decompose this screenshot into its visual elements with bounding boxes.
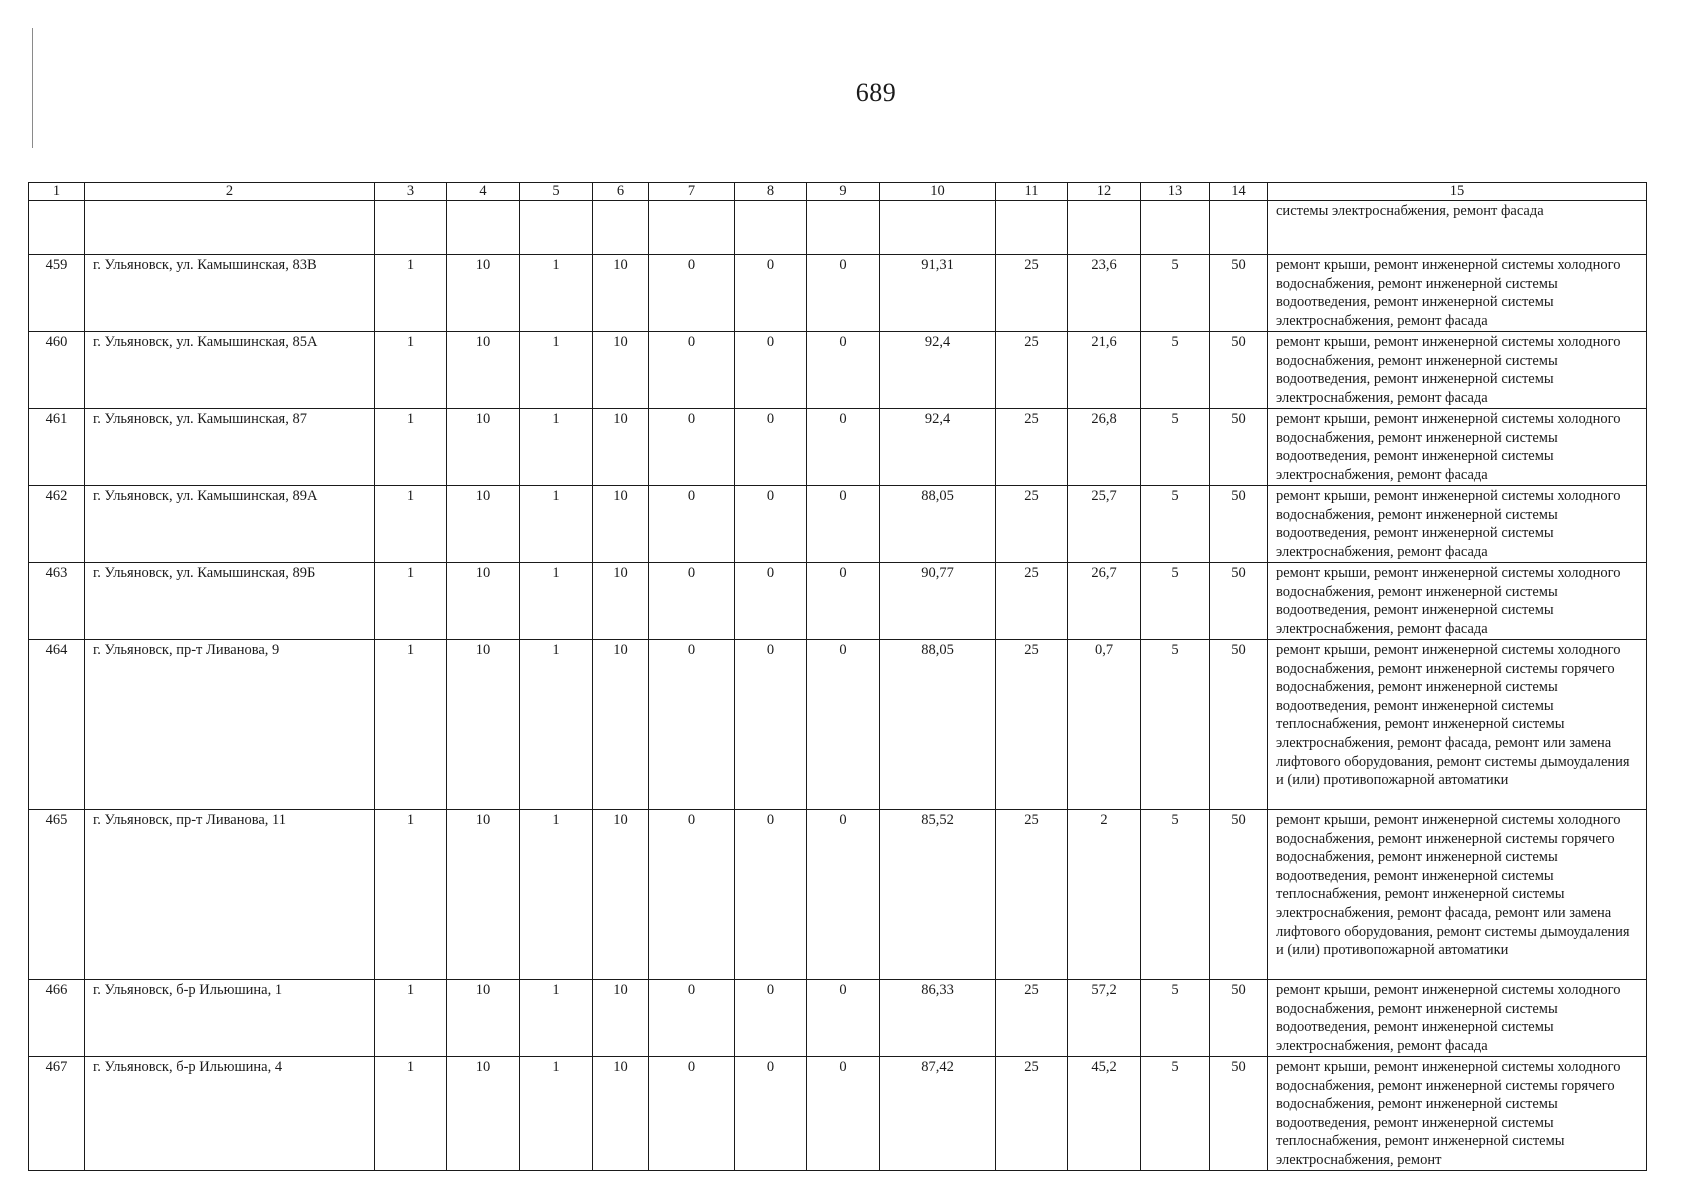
cell-6: 10 [593, 409, 649, 486]
cell-9: 0 [807, 255, 880, 332]
cell-6: 10 [593, 1057, 649, 1171]
cell-8: 0 [735, 332, 807, 409]
header-cell: 11 [996, 183, 1068, 201]
header-row [29, 183, 1647, 201]
table-row [29, 255, 1647, 332]
table-row [29, 810, 1647, 980]
cell-14: 50 [1210, 409, 1268, 486]
cell-14: 50 [1210, 255, 1268, 332]
cell-14: 50 [1210, 563, 1268, 640]
address-cell: г. Ульяновск, ул. Камышинская, 83В [85, 255, 375, 332]
header-cell: 10 [880, 183, 996, 201]
cell-12: 0,7 [1068, 640, 1141, 810]
row-number-cell: 459 [29, 255, 85, 332]
row-number-cell: 460 [29, 332, 85, 409]
cell-3: 1 [375, 563, 447, 640]
works-cell: ремонт крыши, ремонт инженерной системы холодного водоснабжения, ремонт инженерной системы водоотведения, ремонт инженерной системы электроснабжения, ремонт фасада [1268, 409, 1647, 486]
address-cell: г. Ульяновск, ул. Камышинская, 85А [85, 332, 375, 409]
cell-7: 0 [649, 1057, 735, 1171]
cell-14: 50 [1210, 486, 1268, 563]
cell-9: 0 [807, 1057, 880, 1171]
works-cell: ремонт крыши, ремонт инженерной системы холодного водоснабжения, ремонт инженерной системы водоотведения, ремонт инженерной системы электроснабжения, ремонт фасада [1268, 486, 1647, 563]
cell-10: 92,4 [880, 409, 996, 486]
works-cell: ремонт крыши, ремонт инженерной системы холодного водоснабжения, ремонт инженерной системы водоотведения, ремонт инженерной системы электроснабжения, ремонт фасада [1268, 332, 1647, 409]
cell-11: 25 [996, 563, 1068, 640]
cell-12: 26,8 [1068, 409, 1141, 486]
works-cell: ремонт крыши, ремонт инженерной системы холодного водоснабжения, ремонт инженерной системы водоотведения, ремонт инженерной системы электроснабжения, ремонт фасада [1268, 255, 1647, 332]
cell-12: 23,6 [1068, 255, 1141, 332]
cell-6: 10 [593, 332, 649, 409]
cell-11: 25 [996, 1057, 1068, 1171]
cell-5: 1 [520, 1057, 593, 1171]
address-cell: г. Ульяновск, пр-т Ливанова, 9 [85, 640, 375, 810]
cell-7: 0 [649, 810, 735, 980]
cell-11: 25 [996, 409, 1068, 486]
cell-8: 0 [735, 810, 807, 980]
empty-cell [1141, 201, 1210, 255]
cell-4: 10 [447, 563, 520, 640]
cell-5: 1 [520, 332, 593, 409]
address-cell: г. Ульяновск, пр-т Ливанова, 11 [85, 810, 375, 980]
cell-13: 5 [1141, 409, 1210, 486]
cell-5: 1 [520, 563, 593, 640]
cell-3: 1 [375, 640, 447, 810]
cell-14: 50 [1210, 640, 1268, 810]
cell-10: 86,33 [880, 980, 996, 1057]
cell-8: 0 [735, 640, 807, 810]
cell-6: 10 [593, 980, 649, 1057]
cell-5: 1 [520, 255, 593, 332]
cell-9: 0 [807, 980, 880, 1057]
header-cell: 4 [447, 183, 520, 201]
header-cell: 6 [593, 183, 649, 201]
cell-6: 10 [593, 563, 649, 640]
header-cell: 1 [29, 183, 85, 201]
cell-6: 10 [593, 810, 649, 980]
cell-10: 92,4 [880, 332, 996, 409]
table-row [29, 1057, 1647, 1171]
cell-11: 25 [996, 332, 1068, 409]
cell-4: 10 [447, 255, 520, 332]
cell-10: 87,42 [880, 1057, 996, 1171]
cell-5: 1 [520, 486, 593, 563]
empty-cell [1210, 201, 1268, 255]
works-cell: ремонт крыши, ремонт инженерной системы холодного водоснабжения, ремонт инженерной системы водоотведения, ремонт инженерной системы электроснабжения, ремонт фасада [1268, 980, 1647, 1057]
address-cell: г. Ульяновск, ул. Камышинская, 89Б [85, 563, 375, 640]
cell-12: 2 [1068, 810, 1141, 980]
empty-cell [593, 201, 649, 255]
cell-8: 0 [735, 563, 807, 640]
empty-cell [520, 201, 593, 255]
continuation-row [29, 201, 1647, 255]
header-cell: 5 [520, 183, 593, 201]
empty-cell [1068, 201, 1141, 255]
cell-5: 1 [520, 980, 593, 1057]
cell-8: 0 [735, 1057, 807, 1171]
row-number-cell: 466 [29, 980, 85, 1057]
cell-9: 0 [807, 810, 880, 980]
cell-14: 50 [1210, 810, 1268, 980]
empty-cell [807, 201, 880, 255]
header-cell: 3 [375, 183, 447, 201]
cell-6: 10 [593, 486, 649, 563]
cell-11: 25 [996, 255, 1068, 332]
header-cell: 7 [649, 183, 735, 201]
row-number-cell: 461 [29, 409, 85, 486]
cell-13: 5 [1141, 1057, 1210, 1171]
table-row [29, 332, 1647, 409]
cell-13: 5 [1141, 255, 1210, 332]
header-cell: 8 [735, 183, 807, 201]
cell-7: 0 [649, 409, 735, 486]
row-number-cell: 462 [29, 486, 85, 563]
cell-10: 88,05 [880, 640, 996, 810]
works-cell: ремонт крыши, ремонт инженерной системы холодного водоснабжения, ремонт инженерной системы горячего водоснабжения, ремонт инженерной системы водоотведения, ремонт инженерной системы теплоснабжения, ремонт инженерной системы электроснабжения, ремонт [1268, 1057, 1647, 1171]
cell-11: 25 [996, 980, 1068, 1057]
empty-cell [996, 201, 1068, 255]
cell-7: 0 [649, 486, 735, 563]
works-cell: ремонт крыши, ремонт инженерной системы холодного водоснабжения, ремонт инженерной системы горячего водоснабжения, ремонт инженерной системы водоотведения, ремонт инженерной системы теплоснабжения, ремонт инженерной системы электроснабжения, ремонт фасада, ремонт или замена лифтового оборудования, ремонт системы дымоудаления и (или) противопожарной автоматики [1268, 640, 1647, 810]
header-cell: 9 [807, 183, 880, 201]
cell-4: 10 [447, 409, 520, 486]
cell-12: 45,2 [1068, 1057, 1141, 1171]
empty-cell [735, 201, 807, 255]
cell-13: 5 [1141, 810, 1210, 980]
row-number-cell: 463 [29, 563, 85, 640]
cell-8: 0 [735, 980, 807, 1057]
cell-5: 1 [520, 640, 593, 810]
cell-9: 0 [807, 332, 880, 409]
works-cell: ремонт крыши, ремонт инженерной системы холодного водоснабжения, ремонт инженерной системы водоотведения, ремонт инженерной системы электроснабжения, ремонт фасада [1268, 563, 1647, 640]
cell-7: 0 [649, 255, 735, 332]
cell-11: 25 [996, 486, 1068, 563]
cell-3: 1 [375, 810, 447, 980]
cell-4: 10 [447, 980, 520, 1057]
cell-10: 90,77 [880, 563, 996, 640]
cell-14: 50 [1210, 1057, 1268, 1171]
cell-9: 0 [807, 563, 880, 640]
works-cell: ремонт крыши, ремонт инженерной системы холодного водоснабжения, ремонт инженерной системы горячего водоснабжения, ремонт инженерной системы водоотведения, ремонт инженерной системы теплоснабжения, ремонт инженерной системы электроснабжения, ремонт фасада, ремонт или замена лифтового оборудования, ремонт системы дымоудаления и (или) противопожарной автоматики [1268, 810, 1647, 980]
empty-cell [649, 201, 735, 255]
cell-3: 1 [375, 332, 447, 409]
page-number: 689 [855, 78, 897, 107]
cell-5: 1 [520, 409, 593, 486]
header-cell: 12 [1068, 183, 1141, 201]
cell-12: 21,6 [1068, 332, 1141, 409]
registry-table [28, 182, 1647, 1171]
header-cell: 2 [85, 183, 375, 201]
header-cell: 13 [1141, 183, 1210, 201]
cell-8: 0 [735, 255, 807, 332]
table-row [29, 409, 1647, 486]
header-cell: 14 [1210, 183, 1268, 201]
cell-7: 0 [649, 563, 735, 640]
cell-9: 0 [807, 409, 880, 486]
table-row [29, 563, 1647, 640]
row-number-cell: 465 [29, 810, 85, 980]
empty-cell [29, 201, 85, 255]
cell-11: 25 [996, 640, 1068, 810]
cell-3: 1 [375, 980, 447, 1057]
address-cell: г. Ульяновск, ул. Камышинская, 89А [85, 486, 375, 563]
table-row [29, 980, 1647, 1057]
table-row [29, 486, 1647, 563]
cell-4: 10 [447, 810, 520, 980]
address-cell: г. Ульяновск, ул. Камышинская, 87 [85, 409, 375, 486]
cell-8: 0 [735, 486, 807, 563]
empty-cell [375, 201, 447, 255]
cell-3: 1 [375, 1057, 447, 1171]
cell-3: 1 [375, 409, 447, 486]
cell-7: 0 [649, 640, 735, 810]
cell-13: 5 [1141, 640, 1210, 810]
table-row [29, 640, 1647, 810]
address-cell: г. Ульяновск, б-р Ильюшина, 4 [85, 1057, 375, 1171]
cell-4: 10 [447, 640, 520, 810]
cell-4: 10 [447, 332, 520, 409]
cell-9: 0 [807, 486, 880, 563]
cell-7: 0 [649, 332, 735, 409]
cell-4: 10 [447, 1057, 520, 1171]
cell-10: 88,05 [880, 486, 996, 563]
cell-14: 50 [1210, 332, 1268, 409]
header-cell: 15 [1268, 183, 1647, 201]
cell-3: 1 [375, 486, 447, 563]
cell-12: 57,2 [1068, 980, 1141, 1057]
cell-12: 25,7 [1068, 486, 1141, 563]
row-number-cell: 464 [29, 640, 85, 810]
cell-11: 25 [996, 810, 1068, 980]
empty-cell [85, 201, 375, 255]
cell-3: 1 [375, 255, 447, 332]
cell-8: 0 [735, 409, 807, 486]
address-cell: г. Ульяновск, б-р Ильюшина, 1 [85, 980, 375, 1057]
cell-4: 10 [447, 486, 520, 563]
cell-14: 50 [1210, 980, 1268, 1057]
empty-cell [447, 201, 520, 255]
cell-10: 85,52 [880, 810, 996, 980]
cell-5: 1 [520, 810, 593, 980]
cell-13: 5 [1141, 486, 1210, 563]
cell-13: 5 [1141, 980, 1210, 1057]
cell-6: 10 [593, 255, 649, 332]
empty-cell [880, 201, 996, 255]
cell-13: 5 [1141, 563, 1210, 640]
cell-13: 5 [1141, 332, 1210, 409]
cell-7: 0 [649, 980, 735, 1057]
cell-12: 26,7 [1068, 563, 1141, 640]
cell-9: 0 [807, 640, 880, 810]
cell-6: 10 [593, 640, 649, 810]
row-number-cell: 467 [29, 1057, 85, 1171]
works-cell: системы электроснабжения, ремонт фасада [1268, 201, 1647, 255]
cell-10: 91,31 [880, 255, 996, 332]
